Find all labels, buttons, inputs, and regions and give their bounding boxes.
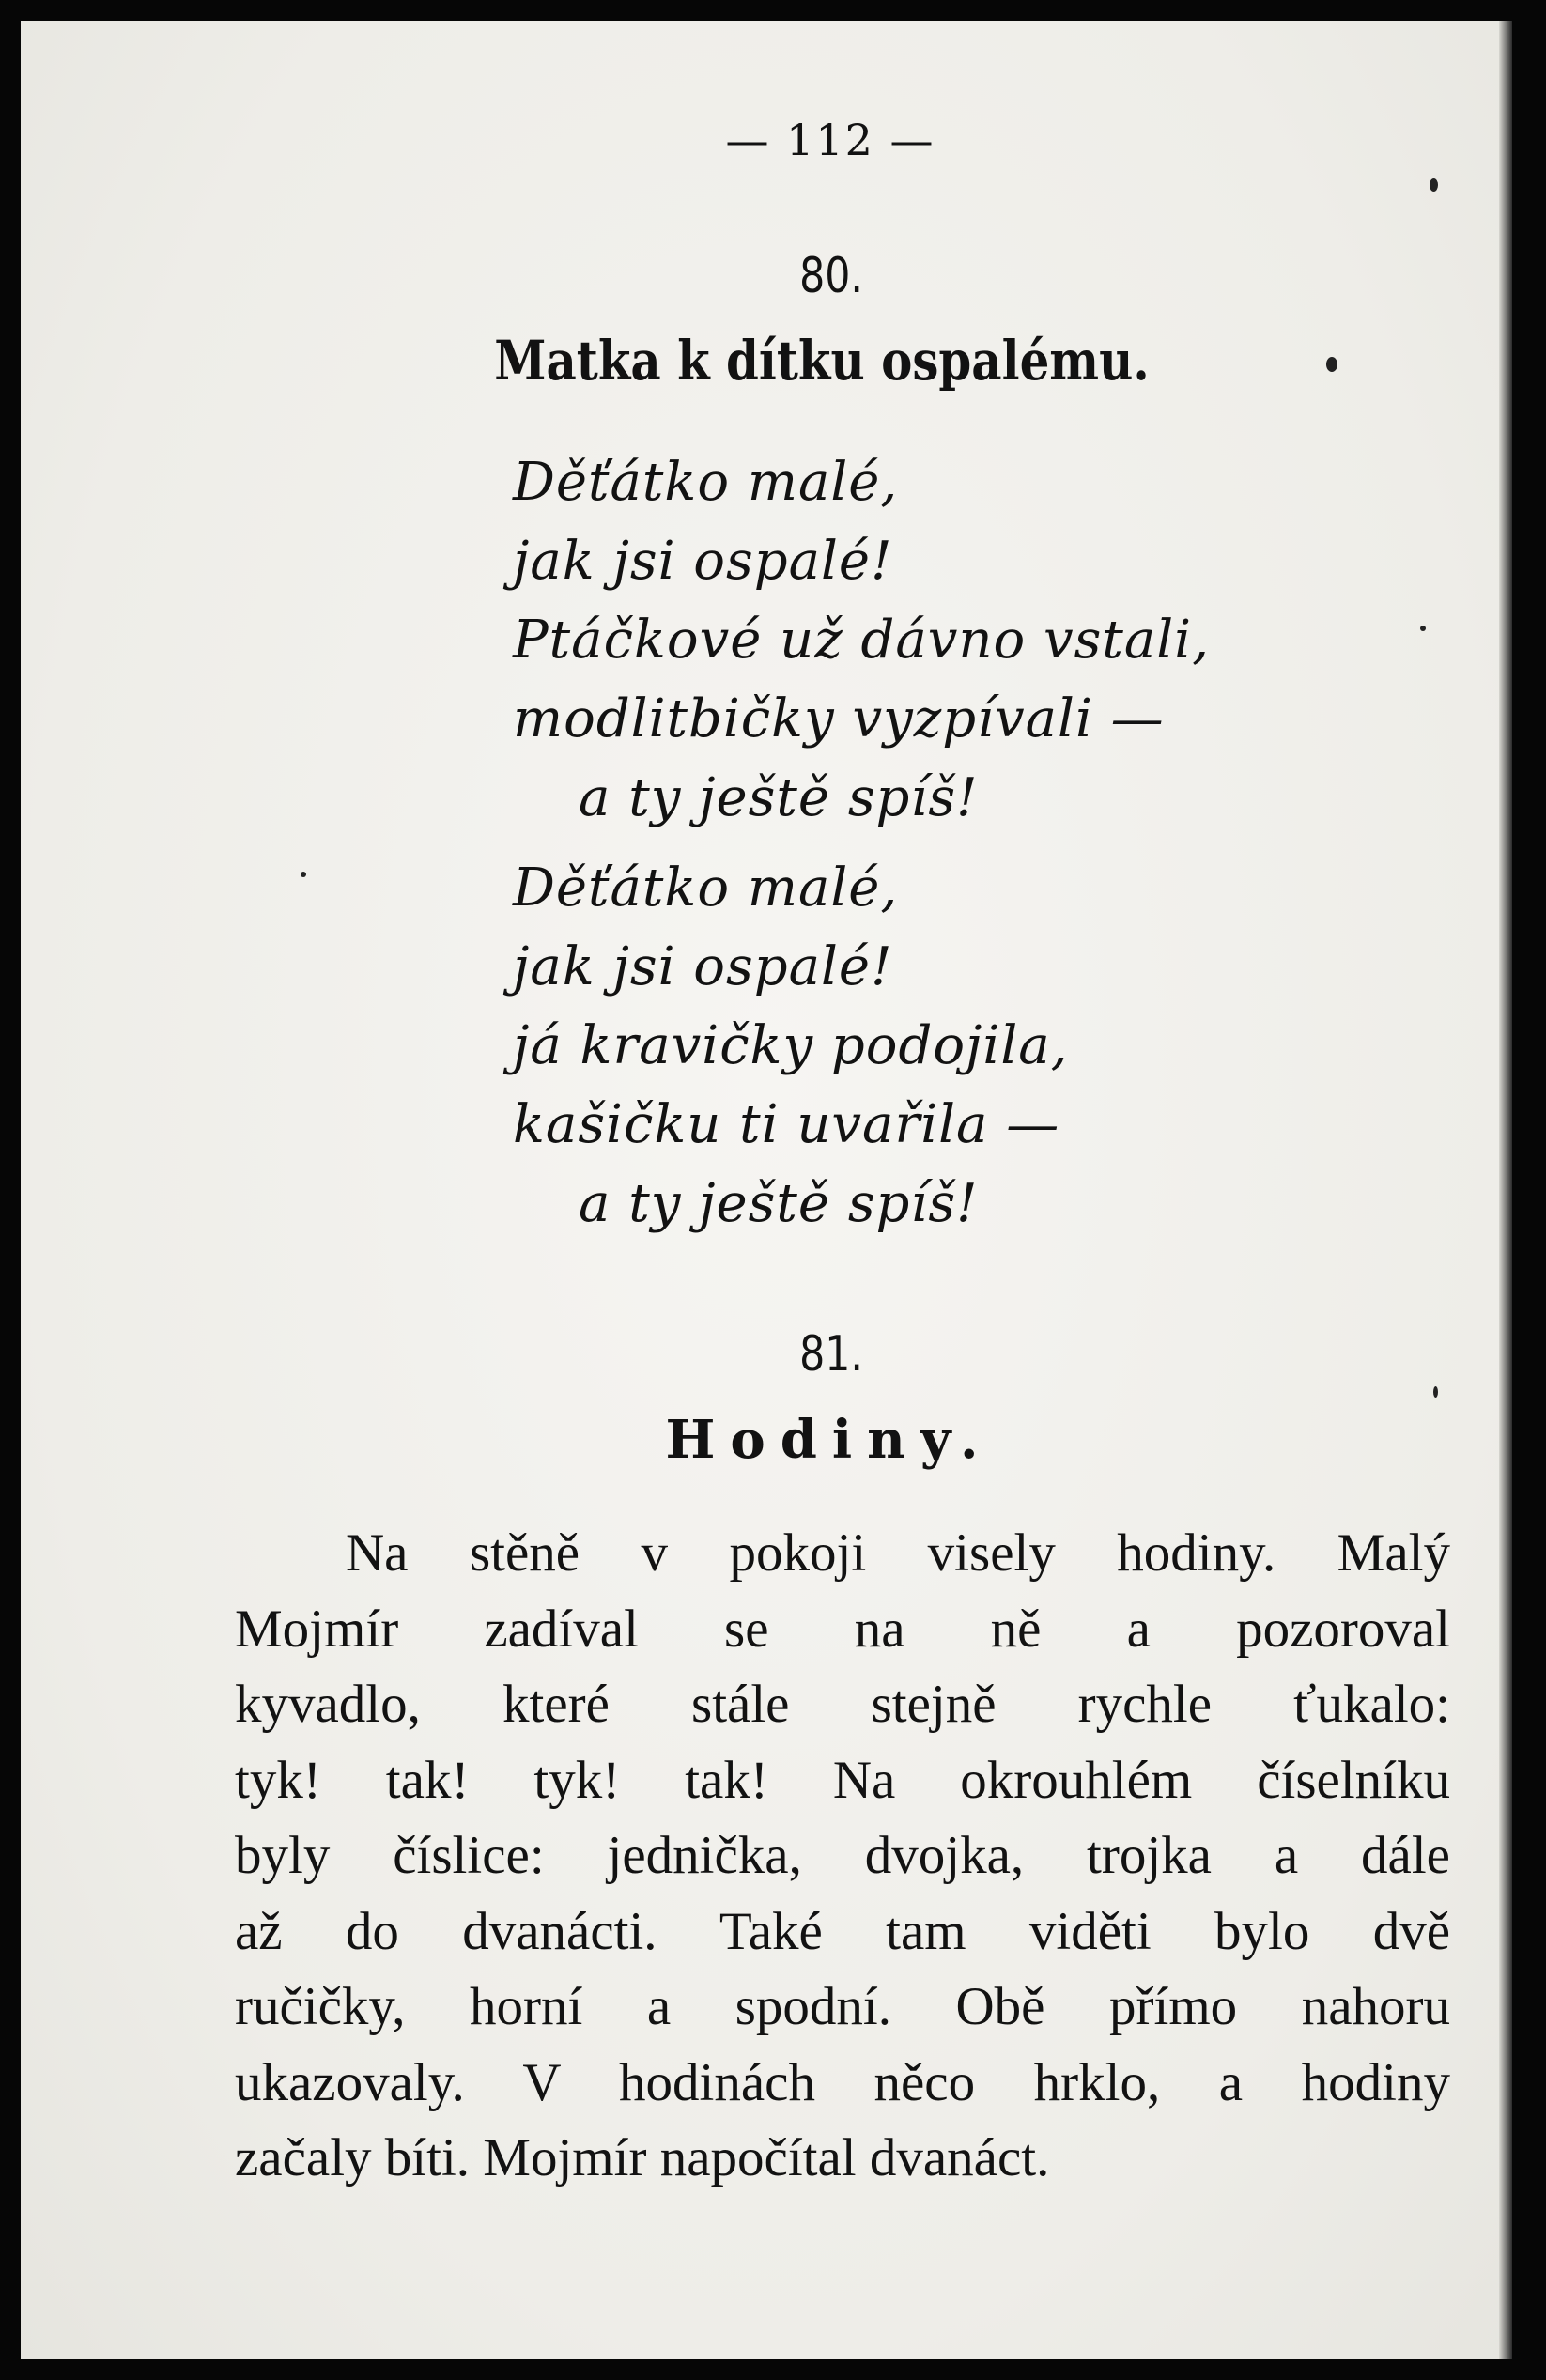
book-page bbox=[21, 21, 1512, 2359]
poem-number: 80. bbox=[799, 248, 863, 304]
verse-line: Děťátko malé, bbox=[513, 858, 899, 919]
running-head: — 112 — bbox=[725, 115, 935, 165]
prose-line: ukazovaly. V hodinách něco hrklo, a hodiny bbox=[235, 2052, 1450, 2112]
prose-line: začaly bíti. Mojmír napočítal dvanáct. bbox=[235, 2128, 1050, 2187]
prose-line: Mojmír zadíval se na ně a pozoroval bbox=[235, 1599, 1450, 1659]
prose-line: kyvadlo, které stále stejně rychle ťukalo: bbox=[235, 1675, 1450, 1734]
verse-line: já kravičky podojila, bbox=[513, 1015, 1069, 1076]
prose-line: tyk! tak! tyk! tak! Na okrouhlém číselníku bbox=[235, 1750, 1450, 1810]
story-number: 81. bbox=[799, 1326, 863, 1383]
page-spine-shadow bbox=[1499, 21, 1512, 2359]
ink-speck bbox=[1430, 178, 1438, 192]
prose-line: Na stěně v pokoji visely hodiny. Malý bbox=[346, 1523, 1450, 1583]
poem-stanza-2 bbox=[513, 849, 1068, 1244]
prose-line: byly číslice: jednička, dvojka, trojka a dále bbox=[235, 1826, 1450, 1885]
ink-speck bbox=[1326, 357, 1337, 372]
story-title: Hodiny. bbox=[665, 1409, 994, 1471]
verse-line: jak jsi ospalé! bbox=[513, 936, 893, 997]
prose-line: až do dvanácti. Také tam viděti bylo dvě bbox=[235, 1901, 1450, 1961]
ink-speck bbox=[301, 872, 306, 877]
verse-line: kašičku ti uvařila — bbox=[513, 1094, 1060, 1155]
ink-speck bbox=[1420, 626, 1426, 631]
prose-line: ručičky, horní a spodní. Obě přímo nahoru bbox=[235, 1977, 1450, 2036]
verse-line: Děťátko malé, bbox=[513, 452, 899, 513]
poem-title: Matka k dítku ospalému. bbox=[494, 329, 1150, 393]
ink-speck bbox=[1433, 1386, 1438, 1398]
verse-line: Ptáčkové už dávno vstali, bbox=[513, 610, 1210, 671]
verse-line: modlitbičky vyzpívali — bbox=[513, 688, 1165, 750]
poem-stanza-1 bbox=[513, 443, 1210, 838]
verse-line: jak jsi ospalé! bbox=[513, 531, 893, 592]
verse-line: a ty ještě spíš! bbox=[579, 1173, 979, 1234]
story-paragraph bbox=[235, 1516, 1450, 2197]
verse-line: a ty ještě spíš! bbox=[579, 767, 979, 828]
